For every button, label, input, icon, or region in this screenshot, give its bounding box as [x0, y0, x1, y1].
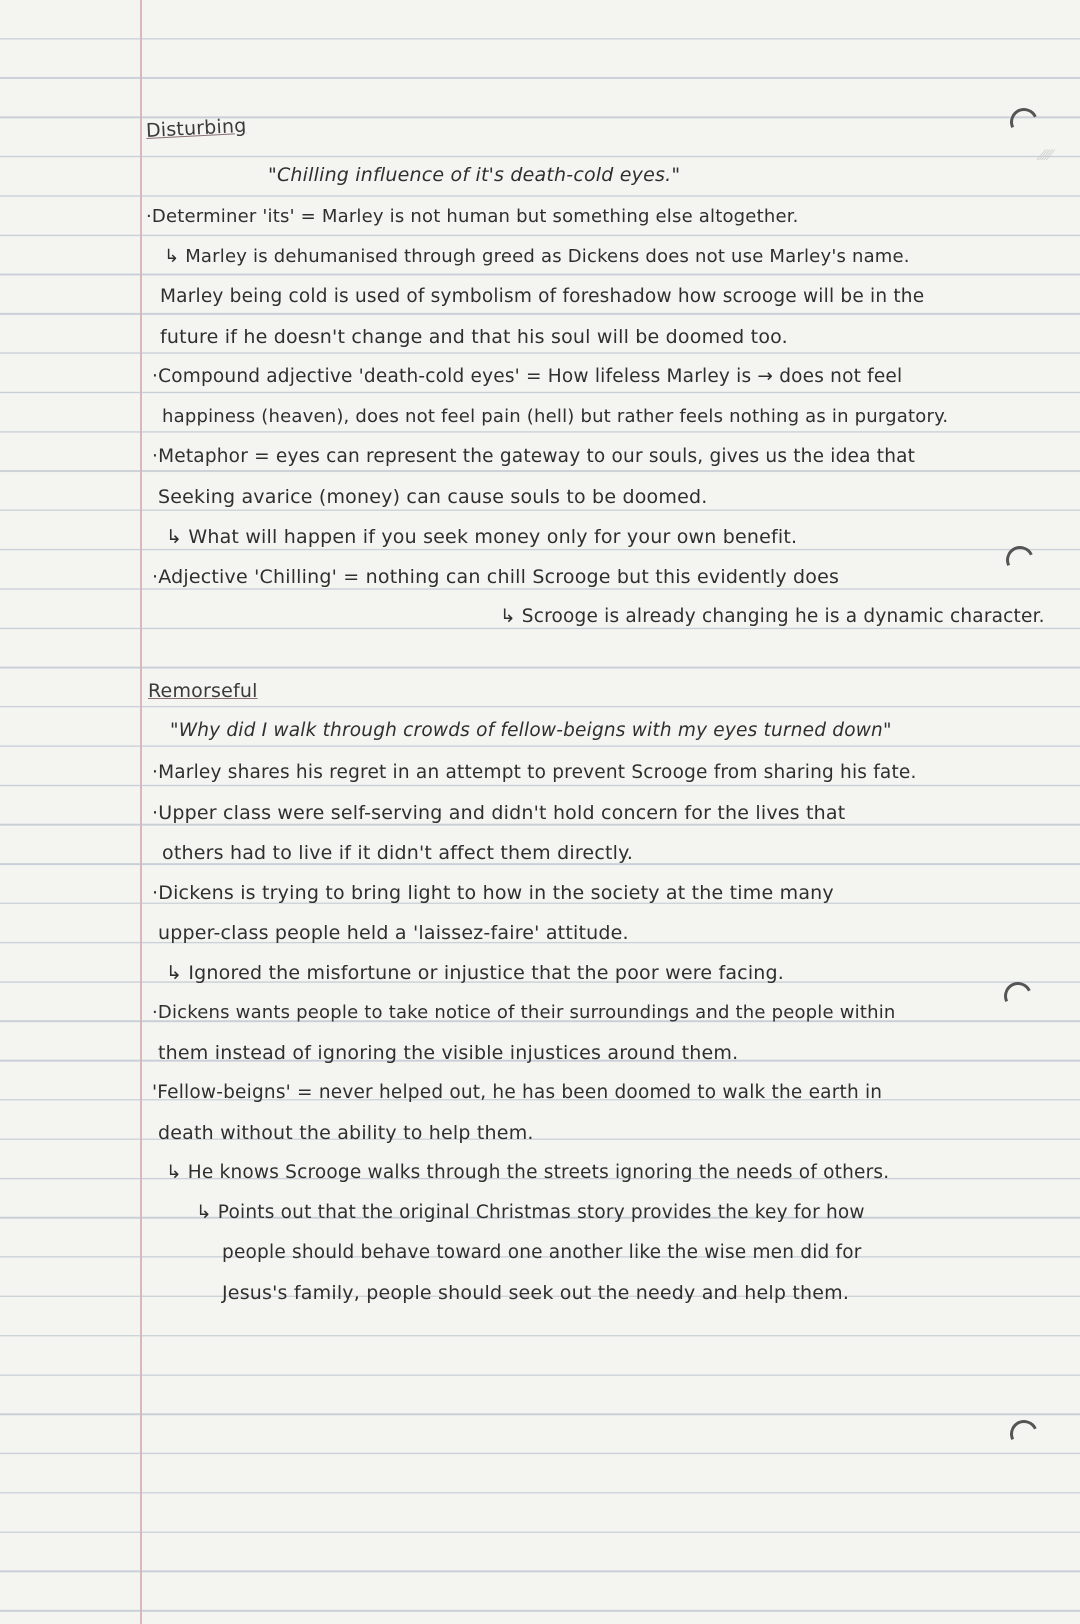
- section-quote-disturbing: "Chilling influence of it's death-cold eyes.": [268, 164, 681, 186]
- binder-hole-middle: [1002, 542, 1038, 578]
- note-line: ↳ Points out that the original Christmas story provides the key for how: [196, 1202, 865, 1223]
- note-line: ·Compound adjective 'death-cold eyes' = How lifeless Marley is → does not feel: [152, 366, 903, 387]
- section-quote-remorseful: "Why did I walk through crowds of fellow-beigns with my eyes turned down": [170, 720, 892, 741]
- note-line: happiness (heaven), does not feel pain (hell) but rather feels nothing as in purgatory.: [162, 406, 949, 427]
- note-line: ↳ What will happen if you seek money only for your own benefit.: [166, 526, 798, 548]
- note-line: Seeking avarice (money) can cause souls to be doomed.: [158, 486, 708, 508]
- note-line: ·Upper class were self-serving and didn't hold concern for the lives that: [152, 802, 846, 824]
- note-line: Marley being cold is used of symbolism of foreshadow how scrooge will be in the: [160, 286, 925, 307]
- note-line: others had to live if it didn't affect them directly.: [162, 842, 634, 864]
- note-line: 'Fellow-beigns' = never helped out, he has been doomed to walk the earth in: [152, 1082, 883, 1103]
- note-line: ↳ Ignored the misfortune or injustice that the poor were facing.: [166, 962, 785, 984]
- note-line: ↳ Marley is dehumanised through greed as Dickens does not use Marley's name.: [164, 246, 910, 267]
- note-line: ·Dickens wants people to take notice of their surroundings and the people within: [152, 1002, 896, 1023]
- note-line: ·Dickens is trying to bring light to how in the society at the time many: [152, 882, 834, 904]
- note-line: ·Metaphor = eyes can represent the gateway to our souls, gives us the idea that: [152, 446, 916, 467]
- note-line: Jesus's family, people should seek out the needy and help them.: [222, 1282, 850, 1304]
- note-line: ↳ He knows Scrooge walks through the streets ignoring the needs of others.: [166, 1162, 890, 1183]
- note-line: ·Determiner 'its' = Marley is not human but something else altogether.: [146, 206, 799, 227]
- note-line: future if he doesn't change and that his soul will be doomed too.: [160, 326, 788, 348]
- bleed-through-mark: ⁄⁄⁄⁄⁄: [1040, 148, 1052, 164]
- note-line: people should behave toward one another like the wise men did for: [222, 1242, 862, 1263]
- binder-hole-bottom: [1006, 1416, 1042, 1452]
- note-line: death without the ability to help them.: [158, 1122, 534, 1144]
- margin-line: [140, 0, 142, 1624]
- section-heading-disturbing: Disturbing: [145, 114, 248, 142]
- binder-hole-top: [1006, 104, 1042, 140]
- note-line: ·Marley shares his regret in an attempt to prevent Scrooge from sharing his fate.: [152, 762, 917, 783]
- note-line: ·Adjective 'Chilling' = nothing can chill Scrooge but this evidently does: [152, 566, 840, 588]
- note-line: them instead of ignoring the visible injustices around them.: [158, 1042, 739, 1064]
- note-line: ↳ Scrooge is already changing he is a dynamic character.: [500, 606, 1045, 627]
- binder-hole-lower: [1000, 978, 1036, 1014]
- note-line: upper-class people held a 'laissez-faire' attitude.: [158, 922, 629, 944]
- section-heading-remorseful: Remorseful: [148, 680, 258, 702]
